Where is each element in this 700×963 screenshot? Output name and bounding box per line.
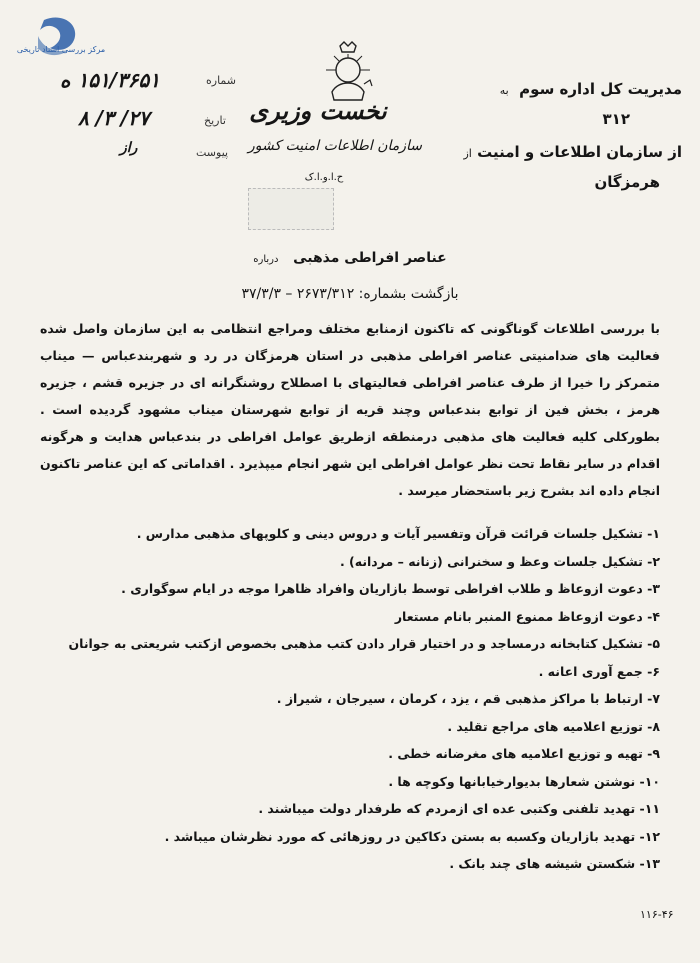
list-item: ۶- جمع آوری اعانه . — [538, 663, 660, 679]
attachment-value: راز — [120, 140, 138, 156]
list-item: ۷- ارتباط با مراکز مذهبی قم ، یزد ، کرمان ، سیرجان ، شیراز . — [276, 691, 660, 706]
recipient-line-1: مدیریت کل اداره سوم به — [499, 80, 682, 98]
letter-number: ۱۵۱/۳۶۵۱ ه — [60, 68, 160, 92]
list-item: ۳- دعوت ازوعاظ و طلاب افراطی توسط بازاریان وافراد ظاهرا موجه در ایام سوگواری . — [121, 581, 660, 596]
sender-province: هرمزگان — [594, 173, 660, 191]
list-item: ۲- تشکیل جلسات وعظ و سخنرانی (زنانه – مردانه) . — [339, 553, 660, 569]
action-list — [30, 520, 660, 878]
number-label: شماره — [206, 74, 237, 87]
date-label: تاریخ — [204, 114, 226, 127]
list-item: ۴- دعوت ازوعاظ ممنوع المنبر بانام مستعار — [394, 608, 660, 624]
page-number: ۱۱۶-۴۶ — [640, 908, 674, 921]
reference-line: بازگشت بشماره: ۲۶۷۳/۳۱۲ – ۳۷/۳/۳ — [241, 286, 459, 302]
ministry-heading: نخست وزیری — [249, 96, 387, 125]
list-item: ۹- تهیه و توزیع اعلامیه های مغرضانه خطی . — [388, 746, 660, 761]
list-item: ۱- تشکیل جلسات قرائت قرآن وتفسیر آیات و دروس دینی و کلوپهای مذهبی مدارس . — [136, 526, 660, 541]
organization-name: سازمان اطلاعات امنیت کشور — [247, 138, 423, 154]
list-item: ۱۰- نوشتن شعارها بدیوارخیابانها وکوچه ها . — [388, 773, 660, 789]
archive-logo-icon — [14, 14, 104, 66]
archive-logo-text: مرکز بررسی اسناد تاریخی — [16, 45, 106, 54]
attachment-label: پیوست — [196, 146, 229, 159]
list-item: ۵- تشکیل کتابخانه درمساجد و در اختیار قرار دادن کتب مذهبی بخصوص ازکتب شریعتی به جوانان — [68, 636, 660, 651]
list-item: ۸- توزیع اعلامیه های مراجع تقلید . — [447, 718, 660, 734]
letter-date: ۸ /۳ /۲۷ — [78, 106, 150, 130]
body-paragraph: با بررسی اطلاعات گوناگونی که تاکنون ازمنابع مختلف ومراجع انتظامی به این سازمان واصل شده فعالیت های ضدامنیتی عناصر افراطی مذهبی در استان هرمزگان در رد و شهربندعباس — میناب متمرکز را خیرا از طرف عناصر افراطی فعالیتهای با اصطلاح روشنگرانه ای در جزیره قشم ، جزیره هرمز ، بخش فین از توابع بندعباس وچند قریه از توابع شهرستان میناب مشهود گردیده است . بطورکلی کلیه فعالیت های مذهبی درمنطقه ازطریق عوامل افراطی در بندعباس هدایت و هرگونه اقدام در سایر نقاط تحت نظر عوامل افراطی این شهر انجام میپذیرد . اقداماتی که این عناصر تاکنون انجام داده اند بشرح زیر باستحضار میرسد . — [40, 321, 660, 498]
subject-line: عناصر افراطی مذهبی درباره — [253, 250, 447, 266]
list-item: ۱۳- شکستن شیشه های چند بانک . — [449, 856, 660, 871]
faded-stamp — [248, 188, 334, 230]
list-item: ۱۱- تهدید تلفنی وکتبی عده ای ازمردم که طرفدار دولت میباشند . — [258, 801, 660, 816]
recipient-line-2: ۳۱۲ — [602, 110, 630, 128]
sender-line: از سازمان اطلاعات و امنیت از — [463, 143, 682, 161]
office-code: ح.ا.و.ا.ک — [304, 172, 344, 183]
list-item: ۱۲- تهدید بازاریان وکسبه به بستن دکاکین در روزهائی که مورد نظرشان میباشد . — [164, 828, 660, 844]
